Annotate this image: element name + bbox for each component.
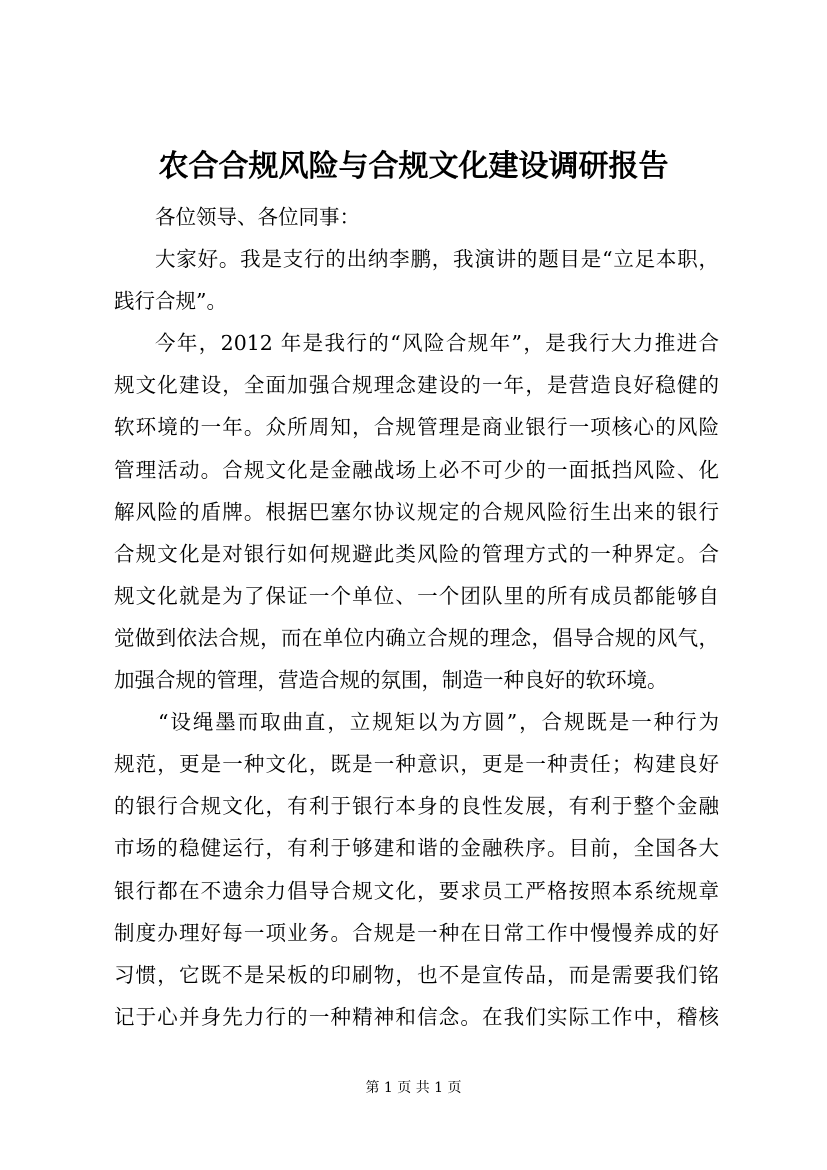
text-line: 软环境的一年。众所周知，合规管理是商业银行一项核心的风险 (114, 415, 719, 440)
text-line: 各位领导、各位同事： (155, 205, 360, 229)
text-line: 制度办理好每一项业务。合规是一种在日常工作中慢慢养成的好 (114, 920, 719, 945)
text-line: “设绳墨而取曲直，立规矩以为方圆”，合规既是一种行为 (158, 710, 719, 735)
text-line: 规文化建设，全面加强合规理念建设的一年，是营造良好稳健的 (114, 373, 719, 398)
text-line: 银行都在不遗余力倡导合规文化，要求员工严格按照本系统规章 (114, 878, 719, 903)
text-line: 记于心并身先力行的一种精神和信念。在我们实际工作中，稽核 (114, 1004, 719, 1029)
text-line: 觉做到依法合规，而在单位内确立合规的理念，倡导合规的风气， (114, 625, 719, 650)
text-line: 加强合规的管理，营造合规的氛围，制造一种良好的软环境。 (114, 668, 668, 693)
page-footer: 第 1 页 共 1 页 (365, 1080, 462, 1096)
text-line: 践行合规”。 (114, 289, 227, 314)
text-line: 的银行合规文化，有利于银行本身的良性发展，有利于整个金融 (114, 794, 719, 819)
text-line: 大家好。我是支行的出纳李鹏，我演讲的题目是“立足本职， (155, 247, 719, 272)
text-line: 解风险的盾牌。根据巴塞尔协议规定的合规风险衍生出来的银行 (114, 499, 719, 524)
document-title: 农合合规风险与合规文化建设调研报告 (158, 149, 669, 184)
document-body (114, 196, 719, 1038)
text-line: 今年，2012 年是我行的“风险合规年”，是我行大力推进合 (155, 331, 719, 356)
text-line: 习惯，它既不是呆板的印刷物，也不是宣传品，而是需要我们铭 (114, 962, 719, 987)
text-line: 市场的稳健运行，有利于够建和谐的金融秩序。目前，全国各大 (114, 836, 719, 861)
text-line: 管理活动。合规文化是金融战场上必不可少的一面抵挡风险、化 (114, 457, 719, 482)
text-line: 规文化就是为了保证一个单位、一个团队里的所有成员都能够自 (114, 583, 719, 608)
text-line: 规范，更是一种文化，既是一种意识，更是一种责任；构建良好 (114, 752, 719, 777)
text-line: 合规文化是对银行如何规避此类风险的管理方式的一种界定。合 (114, 541, 719, 566)
